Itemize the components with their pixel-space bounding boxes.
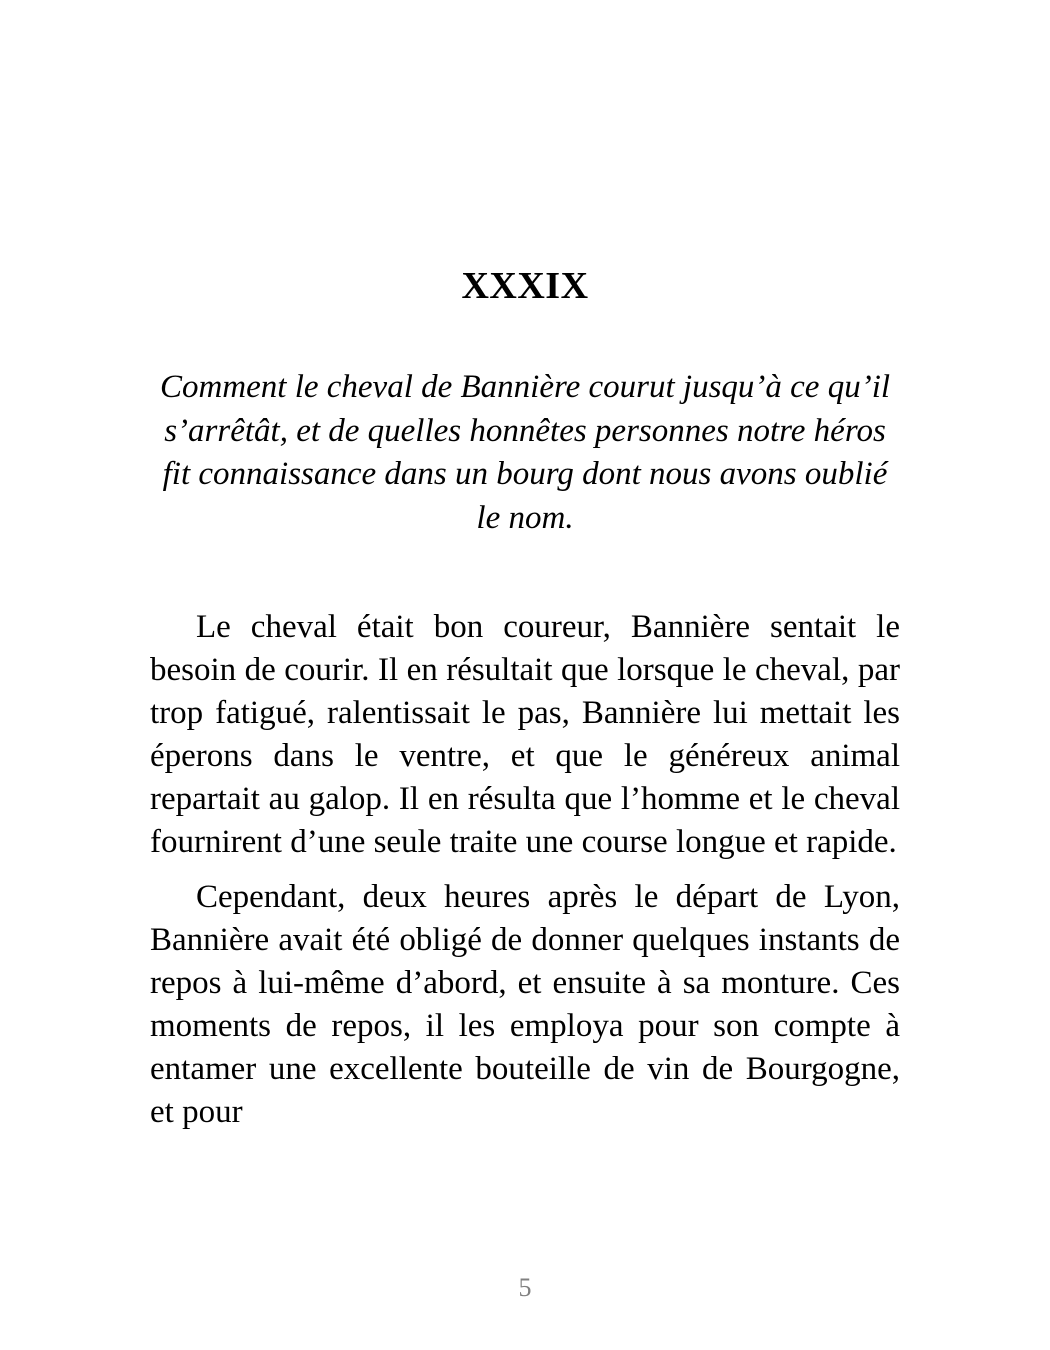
chapter-body (150, 606, 900, 1146)
page-number: 5 (518, 1273, 532, 1302)
body-paragraph-2: Cependant, deux heures après le départ de Lyon, Bannière avait été obligé de donner quelques instants de repos à lui-même d’abord, et ensuite à sa monture. Ces moments de repos, il les employa pour son compte à entamer une excellente bouteille de vin de Bourgogne, et pour (150, 879, 900, 1130)
body-paragraph-1: Le cheval était bon coureur, Bannière sentait le besoin de courir. Il en résultait que lorsque le cheval, par trop fatigué, ralentissait le pas, Bannière lui mettait les éperons dans le ventre, et que le généreux animal repartait au galop. Il en résulta que l’homme et le cheval fournirent d’une seule traite une course longue et rapide. (150, 609, 900, 860)
chapter-number: XXXIX (461, 265, 589, 307)
chapter-summary: Comment le cheval de Bannière courut jusqu’à ce qu’il s’arrêtât, et de quelles honnêtes personnes notre héros fit connaissance dans un bourg dont nous avons oublié le nom. (159, 369, 891, 536)
